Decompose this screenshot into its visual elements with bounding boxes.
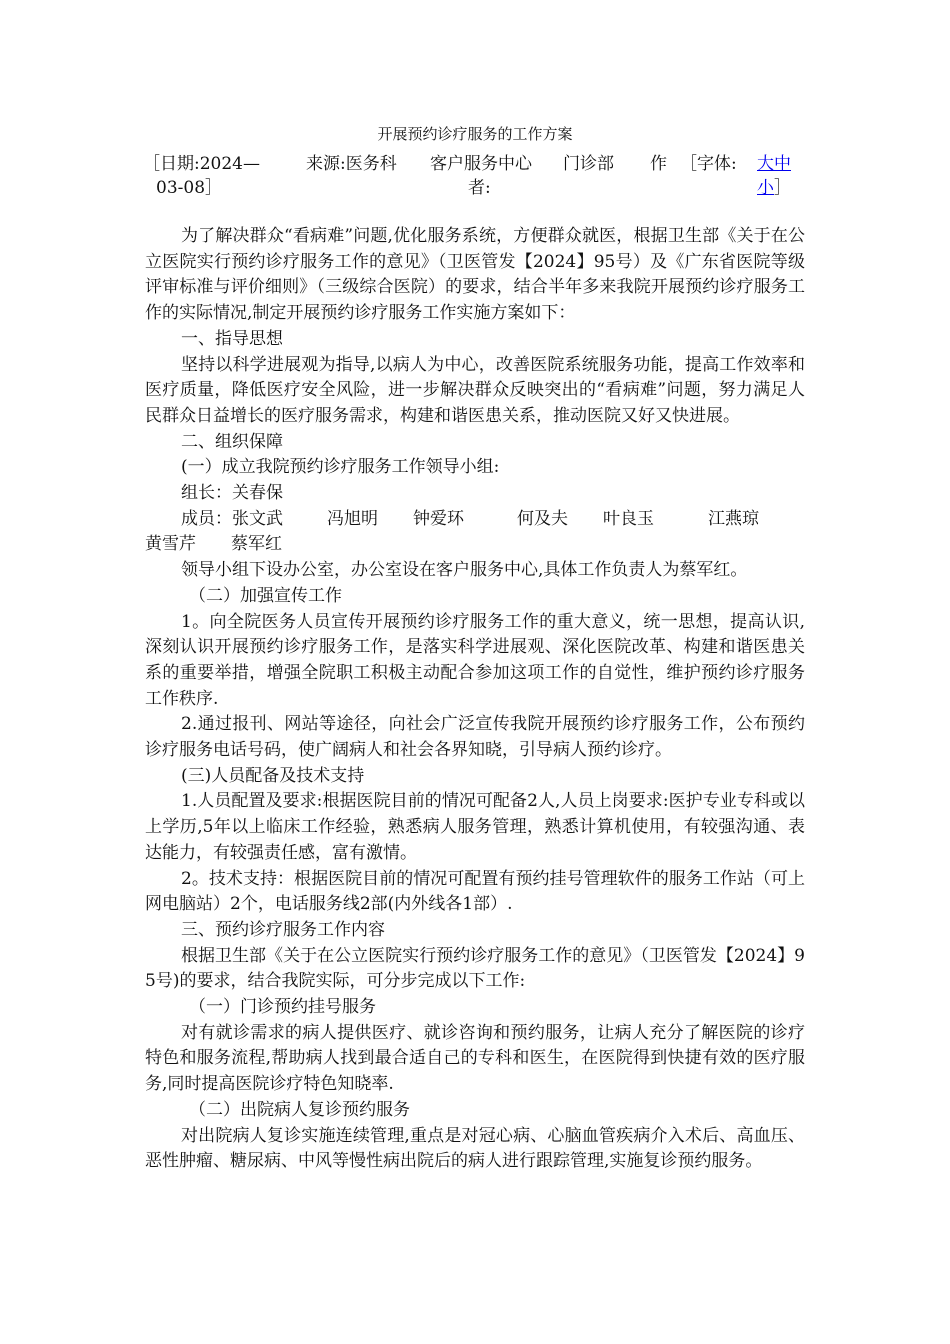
font-medium-link[interactable]: 中 [774, 154, 791, 174]
member-name: 蔡军红 [231, 534, 282, 555]
section3-heading: 三、预约诊疗服务工作内容 [181, 919, 385, 940]
section3-2-heading: （二）出院病人复诊预约服务 [189, 1099, 410, 1120]
member-name: 叶良玉 [603, 508, 654, 529]
section3-2-text: 对出院病人复诊实施连续管理,重点是对冠心病、心脑血管疾病介入术后、高血压、恶性肿瘤、糖尿病、中风等慢性病出院后的病人进行跟踪管理,实施复诊预约服务。 [145, 1125, 805, 1172]
section2-heading: 二、组织保障 [181, 431, 283, 452]
section1-heading: 一、指导思想 [181, 328, 283, 349]
font-large-link[interactable]: 大 [757, 154, 774, 174]
document-body [145, 224, 805, 1175]
font-size-controls [757, 152, 791, 176]
date-label: ［日期:2024— [143, 154, 260, 174]
font-small-link[interactable]: 小 [757, 178, 774, 198]
font-size-close: ］ [774, 178, 791, 198]
members-label: 成员：张文武 [181, 508, 283, 529]
intro-paragraph: 为了解决群众“看病难”问题,优化服务系统，方便群众就医，根据卫生部《关于在公立医院实行预约诊疗服务工作的意见》（卫医管发【2024】95号）及《广东省医院等级评审标准与评价细则》（三级综合医院）的要求，结合半年多来我院开展预约诊疗服务工作的实际情况,制定开展预约诊疗服务工作实施方案如下： [145, 226, 805, 324]
font-size-label: ［字体: [680, 154, 737, 174]
member-name: 江燕琼 [708, 508, 759, 529]
section2-3-paragraph2: 2。技术支持：根据医院目前的情况可配置有预约挂号管理软件的服务工作站（可上网电脑站）2个，电话服务线2部(内外线各1部）. [145, 868, 805, 915]
leader-line: 组长：关春保 [181, 483, 283, 504]
member-name: 何及夫 [517, 508, 568, 529]
section3-text: 根据卫生部《关于在公立医院实行预约诊疗服务工作的意见》（卫医管发【2024】95号)的要求，结合我院实际，可分步完成以下工作: [145, 945, 805, 992]
section3-1-heading: （一）门诊预约挂号服务 [189, 997, 376, 1018]
department-label: 客户服务中心 [430, 154, 532, 174]
section2-3-paragraph1: 1.人员配置及要求:根据医院目前的情况可配备2人,人员上岗要求:医护专业专科或以上学历,5年以上临床工作经验，熟悉病人服务管理，熟悉计算机使用，有较强沟通、表达能力，有较强责任感，富有激情。 [145, 791, 805, 863]
member-name: 冯旭明 [327, 508, 378, 529]
date-value: 03-08］ [156, 178, 223, 198]
font-size-controls-2 [757, 176, 791, 200]
members-list [145, 507, 805, 558]
member-name: 钟爱环 [413, 508, 464, 529]
member-name: 黄雪芹 [145, 534, 196, 555]
section2-3-heading: (三)人员配备及技术支持 [181, 765, 365, 786]
document-title: 开展预约诊疗服务的工作方案 [377, 125, 573, 143]
office-text: 领导小组下设办公室，办公室设在客户服务中心,具体工作负责人为蔡军红。 [181, 560, 748, 581]
section2-2-paragraph1: 1。向全院医务人员宣传开展预约诊疗服务工作的重大意义，统一思想，提高认识,深刻认识开展预约诊疗服务工作，是落实科学进展观、深化医院改革、构建和谐医患关系的重要举措，增强全院职工积极主动配合参加这项工作的自觉性，维护预约诊疗服务工作秩序. [145, 611, 805, 709]
source-label: 来源:医务科 [306, 154, 397, 174]
section2-2-heading: （二）加强宣传工作 [189, 585, 342, 606]
author-label-top: 作 [650, 154, 667, 174]
section3-1-text: 对有就诊需求的病人提供医疗、就诊咨询和预约服务，让病人充分了解医院的诊疗特色和服务流程,帮助病人找到最合适自己的专科和医生，在医院得到快捷有效的医疗服务,同时提高医院诊疗特色知晓率. [145, 1022, 805, 1095]
clinic-label: 门诊部 [563, 154, 614, 174]
author-label-bottom: 者: [468, 178, 491, 198]
section2-1-heading: (一）成立我院预约诊疗服务工作领导小组: [181, 457, 500, 478]
section1-text: 坚持以科学进展观为指导,以病人为中心，改善医院系统服务功能，提高工作效率和医疗质量，降低医疗安全风险，进一步解决群众反映突出的“看病难”问题，努力满足人民群众日益增长的医疗服务需求，构建和谐医患关系，推动医院又好又快进展。 [145, 354, 805, 426]
section2-2-paragraph2: 2.通过报刊、网站等途径，向社会广泛宣传我院开展预约诊疗服务工作，公布预约诊疗服务电话号码，使广阔病人和社会各界知晓，引导病人预约诊疗。 [145, 714, 805, 761]
